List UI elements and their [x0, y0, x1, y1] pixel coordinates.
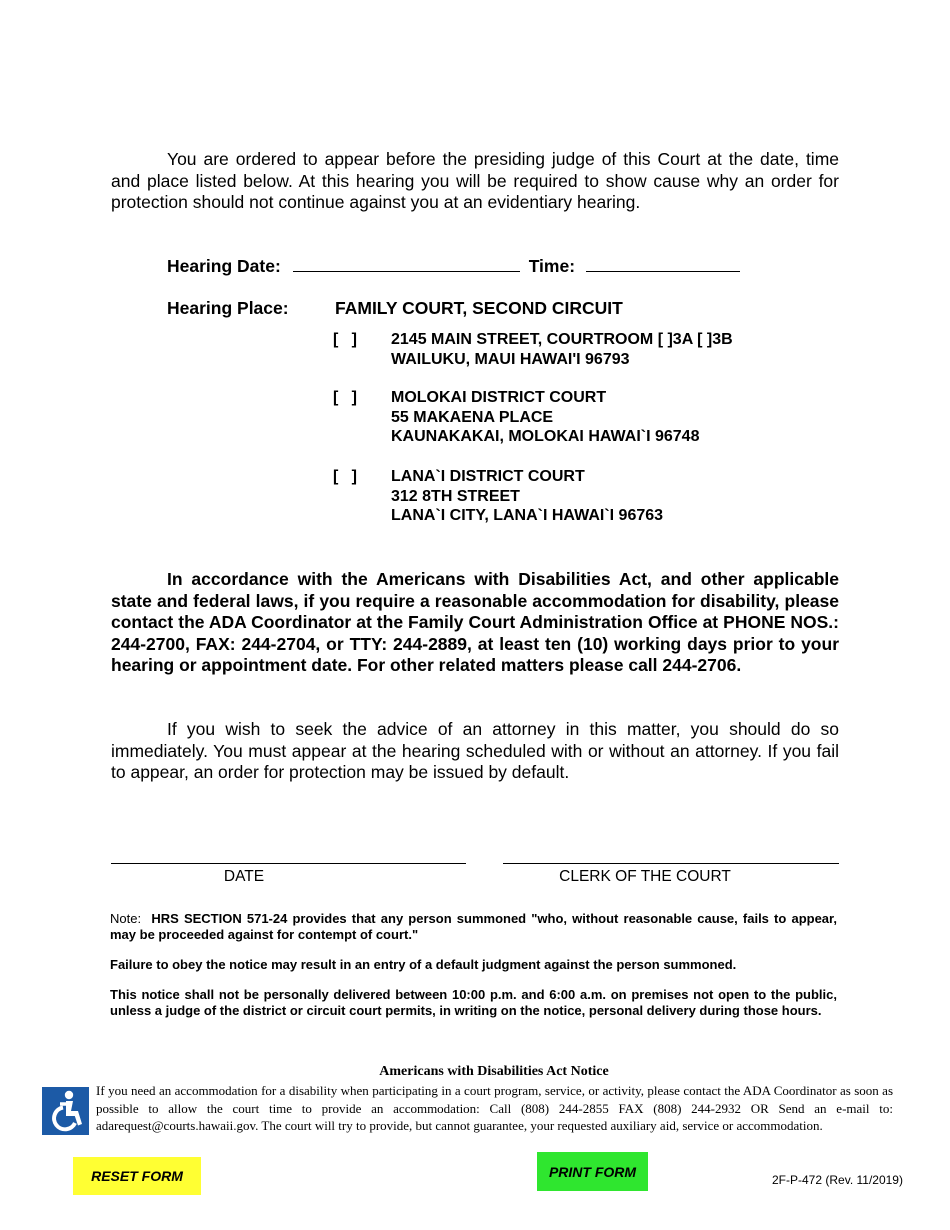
note-prefix: Note:: [110, 911, 142, 926]
accessibility-icon: [42, 1087, 89, 1135]
hearing-place-label: Hearing Place:: [167, 298, 289, 318]
option-line: WAILUKU, MAUI HAWAI'I 96793: [391, 350, 630, 368]
hearing-date-label: Hearing Date:: [167, 256, 281, 276]
note-contempt: [110, 911, 837, 943]
clerk-label: CLERK OF THE COURT: [559, 868, 731, 885]
hearing-date-field[interactable]: [293, 255, 520, 272]
reset-form-button[interactable]: RESET FORM: [73, 1157, 201, 1195]
hearing-date-row: [167, 255, 740, 277]
note-default-judgment: Failure to obey the notice may result in an entry of a default judgment against the person summoned.: [110, 957, 737, 972]
option-line: KAUNAKAKAI, MOLOKAI HAWAI`I 96748: [391, 428, 700, 445]
option-line: LANA`I DISTRICT COURT: [391, 468, 585, 485]
form-number: [772, 1173, 903, 1187]
hearing-time-label: Time:: [528, 256, 576, 276]
checkbox-lanai[interactable]: [ ]: [333, 468, 357, 485]
ada-paragraph: [111, 569, 839, 677]
form-revision: (Rev. 11/2019): [825, 1173, 903, 1187]
intro-text: You are ordered to appear before the presiding judge of this Court at the date, time and place listed below. At this hearing you will be required to show cause why an order for protection should not continue against you at an evidentiary hearing.: [111, 149, 839, 212]
option-line: 55 MAKAENA PLACE: [391, 408, 554, 426]
ada-paragraph-text: In accordance with the Americans with Disabilities Act, and other applicable state and federal laws, if you require a reasonable accommodation for disability, please contact the ADA Coordinator at the Family Court Administration Office at PHONE NOS.: 244-2700, FAX: 244-2704, or TTY: 244-2889, at least ten (10) working days prior to your hearing or appointment date. For other related matters please call 244-2706.: [111, 569, 839, 675]
option-line: MOLOKAI DISTRICT COURT: [391, 389, 607, 406]
attorney-paragraph: [111, 719, 839, 784]
hearing-time-field[interactable]: [586, 255, 740, 272]
intro-paragraph: [111, 149, 839, 214]
option-line: 2145 MAIN STREET, COURTROOM [ ]3A [ ]3B: [391, 331, 733, 348]
date-signature-line[interactable]: [111, 863, 466, 864]
court-name: FAMILY COURT, SECOND CIRCUIT: [335, 298, 623, 318]
clerk-signature-line[interactable]: [503, 863, 839, 864]
ada-notice-title: Americans with Disabilities Act Notice: [379, 1064, 609, 1079]
option-line: 312 8TH STREET: [391, 487, 520, 505]
ada-notice-text: If you need an accommodation for a disability when participating in a court program, service, or activity, please contact the ADA Coordinator as soon as possible to allow the court time to provide an accommodation: Call (808) 244-2855 FAX (808) 244-2932 OR Send an e-mail to: adarequest@courts.hawaii.gov. The court will try to provide, but cannot guarantee, your requested auxiliary aid, service or accommodation.: [96, 1083, 893, 1133]
attorney-paragraph-text: If you wish to seek the advice of an attorney in this matter, you should do so immediately. You must appear at the hearing scheduled with or without an attorney. If you fail to appear, an order for protection may be issued by default.: [111, 719, 839, 782]
note-contempt-text: HRS SECTION 571-24 provides that any person summoned "who, without reasonable cause, fails to appear, may be proceeded against for contempt of court.": [110, 911, 837, 942]
print-form-button[interactable]: PRINT FORM: [537, 1152, 648, 1191]
date-label: DATE: [223, 868, 265, 885]
checkbox-molokai[interactable]: [ ]: [333, 389, 357, 406]
note-delivery-hours: This notice shall not be personally delivered between 10:00 p.m. and 6:00 a.m. on premises not open to the public, unless a judge of the district or circuit court permits, in writing on the notice, personal delivery during those hours.: [110, 987, 837, 1018]
form-number-code: 2F-P-472: [772, 1173, 823, 1187]
checkbox-wailuku[interactable]: [ ]: [333, 331, 357, 348]
option-line: LANA`I CITY, LANA`I HAWAI`I 96763: [391, 507, 664, 524]
